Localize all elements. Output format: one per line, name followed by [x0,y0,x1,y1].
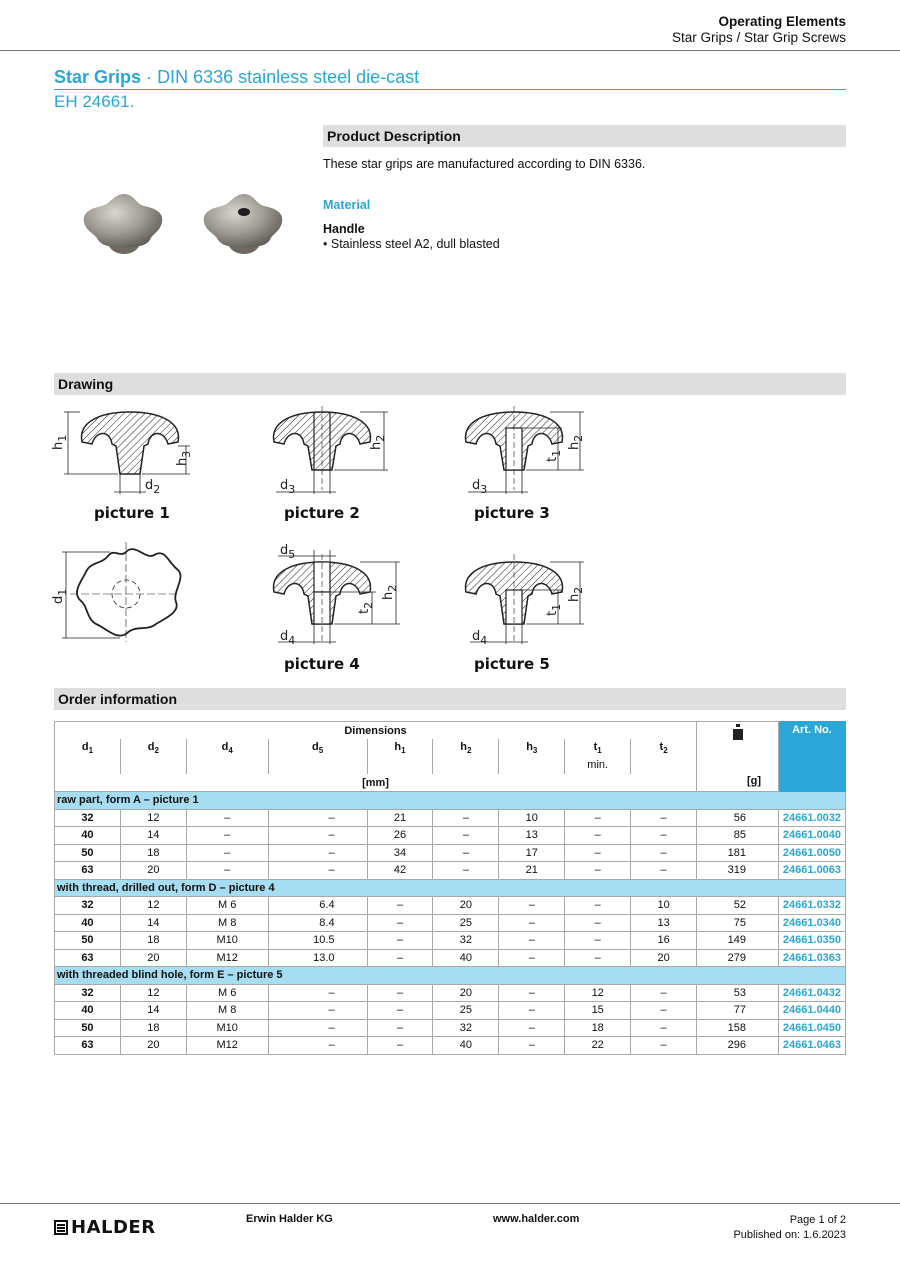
table-cell: 13 [631,914,697,932]
page-number: Page 1 of 2 [789,1214,846,1226]
footer-company: Erwin Halder KG [246,1213,333,1225]
table-cell: 20 [120,1037,186,1055]
unit-mm: [mm] [55,774,697,792]
cell-weight: 75 [697,914,779,932]
table-cell: – [499,1019,565,1037]
column-header-d4: $d_4$ [186,739,268,757]
column-header-d2: $d_2$ [120,739,186,757]
table-cell: – [631,844,697,862]
table-cell: – [565,827,631,845]
cell-weight: 56 [697,809,779,827]
table-row [55,984,846,1002]
table-cell: 12 [120,897,186,915]
product-photo [78,190,293,260]
table-cell: – [565,932,631,950]
cell-d5: – [268,862,367,880]
table-cell: 16 [631,932,697,950]
handle-material: Stainless steel A2, dull blasted [330,237,500,251]
table-cell: – [565,844,631,862]
cell-weight: 319 [697,862,779,880]
technical-drawings [50,402,610,677]
column-header-t2: $t_2$ [631,739,697,757]
table-cell: 20 [120,862,186,880]
cell-d1: 50 [55,1019,121,1037]
table-cell: – [367,1037,433,1055]
cell-article-number[interactable]: 24661.0040 [778,827,845,845]
cell-weight: 181 [697,844,779,862]
table-cell: M 6 [186,897,268,915]
dim-d1: $d_1$ [51,588,69,604]
cell-article-number[interactable]: 24661.0332 [778,897,845,915]
cell-d1: 32 [55,984,121,1002]
cell-d5: 13.0 [268,949,367,967]
drawing-picture-3 [466,406,585,522]
group-row [55,792,846,810]
table-cell: – [631,984,697,1002]
group-label: with thread, drilled out, form D – picture 4 [55,879,846,897]
cell-d1: 63 [55,949,121,967]
table-cell: – [433,862,499,880]
weight-icon [732,724,744,740]
group-row [55,879,846,897]
table-cell: 25 [433,1002,499,1020]
table-cell: 14 [120,827,186,845]
cell-article-number[interactable]: 24661.0440 [778,1002,845,1020]
order-table [54,721,846,1055]
column-header-t1: $t_1$ [565,739,631,757]
dim-h2-p5: $h_2$ [567,586,585,602]
group-label: raw part, form A – picture 1 [55,792,846,810]
table-cell: – [433,809,499,827]
table-row [55,914,846,932]
cell-weight: 77 [697,1002,779,1020]
cell-d1: 63 [55,862,121,880]
table-cell: – [186,862,268,880]
cell-weight: 158 [697,1019,779,1037]
product-name: Star Grips [54,67,142,87]
cell-d5: 10.5 [268,932,367,950]
group-row [55,967,846,985]
table-cell: – [631,1019,697,1037]
table-cell: – [499,1037,565,1055]
table-cell: 18 [120,1019,186,1037]
table-cell: 34 [367,844,433,862]
cell-weight: 85 [697,827,779,845]
product-description-text: These star grips are manufactured according to DIN 6336. [323,157,646,171]
table-cell: – [565,862,631,880]
cell-article-number[interactable]: 24661.0063 [778,862,845,880]
table-cell: – [367,932,433,950]
column-header-h3: $h_3$ [499,739,565,757]
cell-d1: 40 [55,914,121,932]
table-cell: 32 [433,932,499,950]
column-header-d1: $d_1$ [55,739,121,757]
table-cell: – [631,862,697,880]
dim-d3-p3: $d_3$ [472,478,488,496]
dim-d4-p5: $d_4$ [472,629,488,647]
table-cell: – [433,827,499,845]
cell-d1: 50 [55,932,121,950]
picture-2-label: picture 2 [284,504,360,522]
handle-heading: Handle [323,222,365,236]
table-cell: 13 [499,827,565,845]
dim-h1: $h_1$ [51,434,69,450]
table-cell: – [367,1002,433,1020]
table-row [55,844,846,862]
table-cell: 10 [631,897,697,915]
table-cell: – [499,914,565,932]
cell-d1: 32 [55,897,121,915]
cell-d1: 50 [55,844,121,862]
table-cell: 32 [433,1019,499,1037]
table-cell: 25 [433,914,499,932]
table-cell: 18 [120,844,186,862]
table-cell: – [367,984,433,1002]
cell-weight: 53 [697,984,779,1002]
table-cell: – [499,949,565,967]
star-grip-photo-2 [204,194,283,254]
table-cell: – [631,1002,697,1020]
dim-d2: $d_2$ [145,478,161,496]
drawing-picture-5 [466,554,585,673]
table-cell: 15 [565,1002,631,1020]
table-cell: – [565,949,631,967]
table-cell: 12 [565,984,631,1002]
material-heading: Material [323,198,371,212]
dim-h2-p4: $h_2$ [381,584,399,600]
cell-d5: – [268,844,367,862]
table-cell: 20 [433,897,499,915]
picture-3-label: picture 3 [474,504,550,522]
header-subcategory: Star Grips / Star Grip Screws [671,30,846,45]
dim-t1-p5: $t_1$ [545,603,563,616]
table-row [55,1037,846,1055]
product-description-heading: Product Description [323,125,846,147]
drawing-top-view [51,542,181,642]
table-row [55,1002,846,1020]
cell-d5: – [268,1037,367,1055]
table-cell: – [631,809,697,827]
drawing-heading: Drawing [54,373,846,395]
cell-weight: 52 [697,897,779,915]
table-cell: M10 [186,1019,268,1037]
table-cell: 40 [433,1037,499,1055]
table-cell: – [499,897,565,915]
dim-d5: $d_5$ [280,543,296,561]
drawing-picture-2 [274,406,388,522]
table-cell: 18 [120,932,186,950]
cell-d5: – [268,984,367,1002]
published-date: Published on: 1.6.2023 [733,1229,846,1241]
table-cell: 21 [367,809,433,827]
table-cell: 20 [433,984,499,1002]
table-row [55,897,846,915]
table-cell: – [499,1002,565,1020]
picture-5-label: picture 5 [474,655,550,673]
drawing-picture-1 [51,412,193,522]
cell-d5: – [268,1019,367,1037]
table-cell: – [631,1037,697,1055]
art-no-header: Art. No. [778,722,845,792]
cell-article-number[interactable]: 24661.0340 [778,914,845,932]
logo-text: HALDER [71,1217,156,1238]
table-cell: 14 [120,1002,186,1020]
dim-t2: $t_2$ [357,601,375,614]
cell-weight: 149 [697,932,779,950]
column-header-d5: $d_5$ [268,739,367,757]
dim-h2-p2: $h_2$ [369,434,387,450]
table-cell: M 8 [186,914,268,932]
table-cell: – [565,809,631,827]
cell-article-number[interactable]: 24661.0032 [778,809,845,827]
table-cell: 21 [499,862,565,880]
table-cell: – [499,932,565,950]
table-row [55,932,846,950]
halder-logo-icon [54,1220,68,1235]
table-cell: – [499,984,565,1002]
table-cell: 10 [499,809,565,827]
cell-article-number[interactable]: 24661.0050 [778,844,845,862]
cell-article-number[interactable]: 24661.0463 [778,1037,845,1055]
table-row [55,809,846,827]
cell-weight: 279 [697,949,779,967]
product-title [54,66,846,90]
cell-d5: – [268,809,367,827]
group-label: with threaded blind hole, form E – picture 5 [55,967,846,985]
table-cell: – [367,1019,433,1037]
table-cell: 14 [120,914,186,932]
dim-h3: $h_3$ [175,450,193,466]
table-cell: – [433,844,499,862]
column-header-h2: $h_2$ [433,739,499,757]
picture-1-label: picture 1 [94,504,170,522]
cell-article-number[interactable]: 24661.0432 [778,984,845,1002]
table-cell: 42 [367,862,433,880]
order-information-heading: Order information [54,688,846,710]
cell-d1: 32 [55,809,121,827]
table-cell: – [631,827,697,845]
t1-min-label: min. [565,757,631,775]
cell-article-number[interactable]: 24661.0350 [778,932,845,950]
weight-unit: [g] [746,775,762,787]
header-divider [0,50,900,51]
footer-divider [0,1203,900,1204]
footer-website[interactable]: www.halder.com [493,1213,580,1225]
handle-value: • Stainless steel A2, dull blasted [323,237,500,251]
table-cell: 12 [120,984,186,1002]
cell-d5: – [268,1002,367,1020]
dim-h2-p3: $h_2$ [567,434,585,450]
table-cell: – [186,827,268,845]
table-cell: – [565,897,631,915]
title-separator: · [146,67,153,87]
star-grip-photo-1 [84,194,163,254]
product-code: EH 24661. [54,92,135,111]
table-cell: M 6 [186,984,268,1002]
footer-page-info [733,1213,846,1243]
dim-t1-p3: $t_1$ [545,449,563,462]
table-row [55,862,846,880]
company-logo [54,1217,156,1238]
cell-d1: 40 [55,827,121,845]
table-cell: M10 [186,932,268,950]
dim-d4-p4: $d_4$ [280,629,296,647]
table-row [55,827,846,845]
picture-4-label: picture 4 [284,655,360,673]
table-cell: 26 [367,827,433,845]
table-row [55,949,846,967]
cell-d5: – [268,827,367,845]
table-cell: – [186,809,268,827]
column-header-h1: $h_1$ [367,739,433,757]
header-category: Operating Elements [718,14,846,29]
cell-article-number[interactable]: 24661.0363 [778,949,845,967]
table-cell: M 8 [186,1002,268,1020]
table-cell: – [367,897,433,915]
table-row [55,1019,846,1037]
dim-d3-p2: $d_3$ [280,478,296,496]
table-cell: – [367,914,433,932]
table-cell: 20 [631,949,697,967]
cell-d1: 63 [55,1037,121,1055]
table-cell: 18 [565,1019,631,1037]
table-cell: 22 [565,1037,631,1055]
dimensions-header: Dimensions [55,722,697,740]
table-cell: – [367,949,433,967]
table-cell: 20 [120,949,186,967]
table-cell: 12 [120,809,186,827]
table-cell: 17 [499,844,565,862]
product-subtitle: DIN 6336 stainless steel die-cast [157,67,420,87]
cell-d5: 8.4 [268,914,367,932]
table-cell: – [186,844,268,862]
cell-weight: 296 [697,1037,779,1055]
cell-d1: 40 [55,1002,121,1020]
table-cell: – [565,914,631,932]
table-cell: 40 [433,949,499,967]
page-header [672,14,846,46]
table-cell: M12 [186,1037,268,1055]
cell-article-number[interactable]: 24661.0450 [778,1019,845,1037]
drawing-picture-4 [274,543,400,673]
cell-d5: 6.4 [268,897,367,915]
table-cell: M12 [186,949,268,967]
